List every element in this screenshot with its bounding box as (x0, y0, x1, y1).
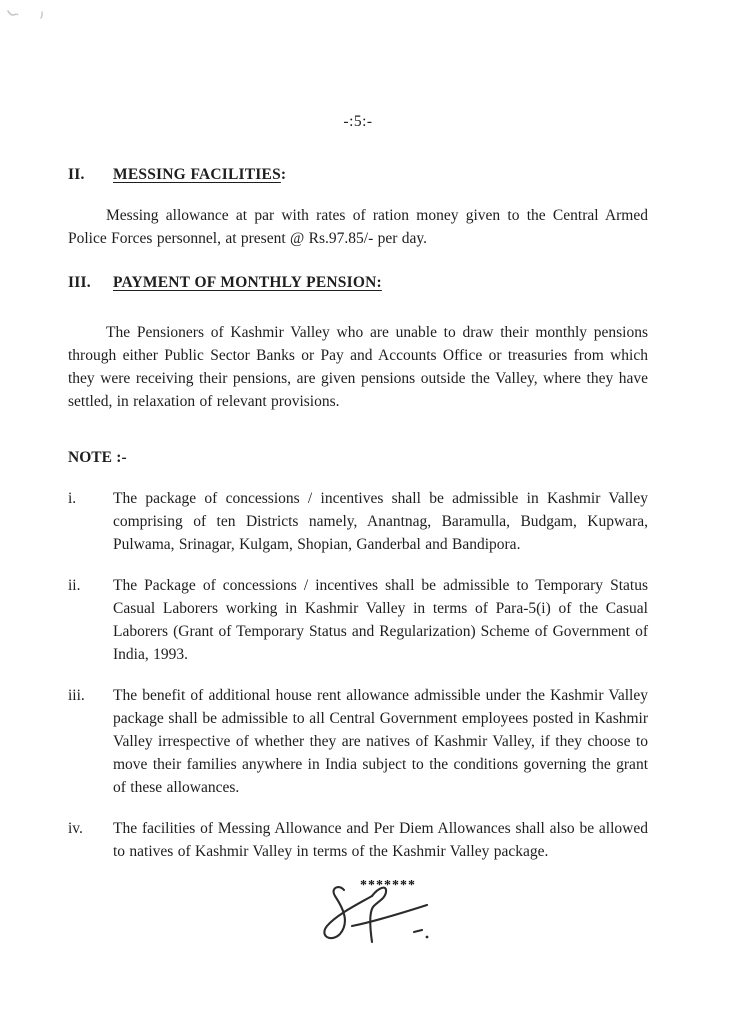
note-label: NOTE :- (68, 449, 127, 466)
pen-mark-icon (38, 9, 48, 27)
note-item-number: ii. (68, 577, 81, 594)
note-item-text: The facilities of Messing Allowance and Per Diem Allowances shall also be allowed to natives of Kashmir Valley in terms of the Kashmir Valley package. (113, 820, 648, 860)
note-item-i (68, 487, 648, 556)
section-number: III. (68, 274, 91, 291)
note-item-text: The package of concessions / incentives shall be admissible in Kashmir Valley comprising of ten Districts namely, Anantnag, Baramulla, Budgam, Kupwara, Pulwama, Srinagar, Kulgam, Shopian, Ganderbal and Bandipora. (113, 490, 648, 553)
note-item-number: iii. (68, 687, 85, 704)
note-item-ii (68, 574, 648, 666)
section-number: II. (68, 166, 85, 183)
footer-area (68, 874, 648, 1004)
note-item-text: The benefit of additional house rent allowance admissible under the Kashmir Valley package shall be admissible to all Central Government employees posted in Kashmir Valley irrespective of whether they are natives of Kashmir Valley, if they choose to move their families anywhere in India subject to the conditions governing the grant of these allowances. (113, 687, 648, 796)
paragraph-pensioners: The Pensioners of Kashmir Valley who are unable to draw their monthly pensions through either Public Sector Banks or Pay and Accounts Office or treasuries from which they were receiving their pensions, are given pensions outside the Valley, where they have settled, in relaxation of relevant provisions. (68, 324, 648, 410)
section-title: MESSING FACILITIES: (113, 166, 287, 183)
page-number: -:5:- (343, 113, 373, 130)
asterisk-divider: ******* (360, 878, 416, 893)
paragraph-messing-allowance: Messing allowance at par with rates of ration money given to the Central Armed Police Forces personnel, at present @ Rs.97.85/- per day. (68, 207, 648, 247)
section-heading-messing-facilities (68, 163, 648, 186)
note-item-iii (68, 684, 648, 799)
note-item-text: The Package of concessions / incentives shall be admissible to Temporary Status Casual Laborers working in Kashmir Valley in terms of Para-5(i) of the Casual Laborers (Grant of Temporary Status and Regularization) Scheme of Government of India, 1993. (113, 577, 648, 663)
note-item-iv (68, 817, 648, 863)
note-item-number: iv. (68, 820, 83, 837)
section-heading-monthly-pension (68, 271, 648, 294)
note-item-number: i. (68, 490, 77, 507)
document-content (0, 110, 730, 1004)
pen-mark-icon (6, 7, 20, 25)
section-title: PAYMENT OF MONTHLY PENSION: (113, 274, 382, 291)
signature-icon (314, 880, 444, 962)
